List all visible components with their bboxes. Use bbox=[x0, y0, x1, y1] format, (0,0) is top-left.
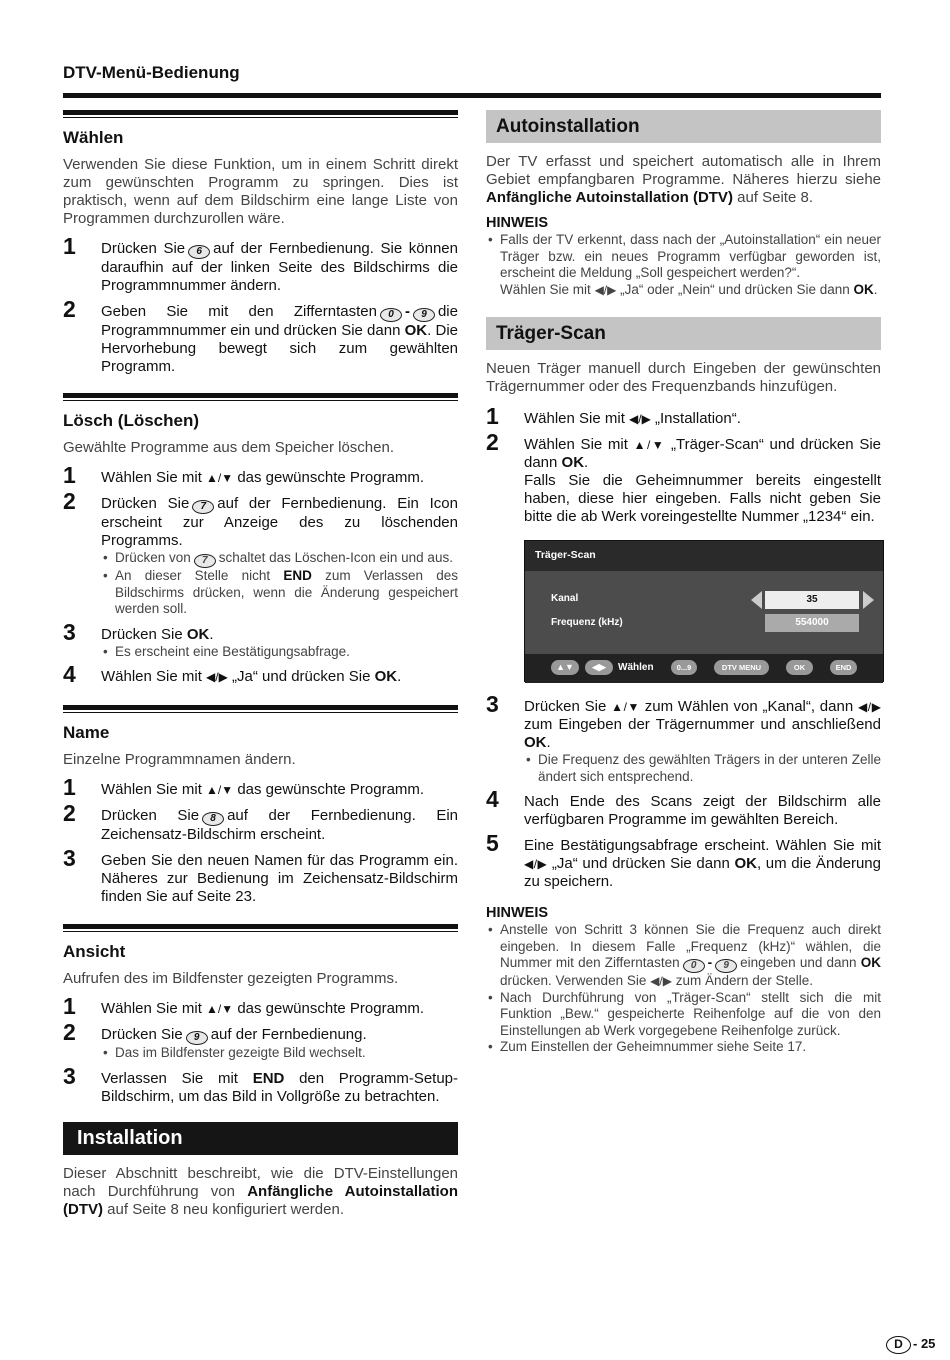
section-intro: Verwenden Sie diese Funktion, um in einem Schritt direkt zum gewünschten Programm zu springen. Dies ist praktisch, wenn auf dem Bildschirm eine lange Liste von Programmen durchzurollen wäre. bbox=[63, 156, 458, 227]
step-number: 3 bbox=[63, 845, 76, 871]
step-2 bbox=[63, 800, 458, 844]
note bbox=[486, 232, 881, 298]
osd-freq-label: Frequenz (kHz) bbox=[551, 617, 623, 628]
step-3 bbox=[63, 1062, 459, 1106]
remote-key-7-icon: 7 bbox=[194, 554, 216, 568]
step-text: Eine Bestätigungsabfrage erscheint. Wählen Sie mit bbox=[524, 837, 881, 854]
intro-text: auf Seite 8 neu konfiguriert werden. bbox=[107, 1200, 344, 1218]
step-text: Drücken Sie bbox=[101, 625, 183, 643]
step-number: 1 bbox=[63, 774, 76, 800]
step-3 bbox=[63, 618, 458, 661]
sub-note: • Es erscheint eine Bestätigungsabfrage. bbox=[101, 644, 458, 661]
step-number: 4 bbox=[63, 661, 76, 687]
up-down-arrows-icon: ▲/▼ bbox=[633, 438, 666, 452]
up-down-arrows-icon: ▲/▼ bbox=[206, 1002, 234, 1016]
step-text: Wählen Sie mit bbox=[524, 436, 628, 453]
osd-title: Träger-Scan bbox=[535, 549, 596, 561]
remote-key-9-icon: 9 bbox=[413, 308, 435, 322]
step-5 bbox=[486, 830, 881, 891]
up-down-button-icon[interactable]: ▲▼ bbox=[551, 660, 579, 675]
step-2 bbox=[63, 488, 458, 618]
step-text: Verlassen Sie mit bbox=[101, 1069, 238, 1087]
sub-note-text: schaltet das Löschen-Icon ein und aus. bbox=[218, 550, 453, 565]
end-label: END bbox=[283, 568, 312, 583]
step-2 bbox=[63, 1019, 458, 1062]
step-number: 1 bbox=[486, 403, 499, 429]
osd-left-arrow-icon[interactable] bbox=[751, 591, 762, 609]
sub-note: • Die Frequenz des gewählten Trägers in der unteren Zelle ändert sich entsprechend. bbox=[524, 752, 881, 785]
page-header-title: DTV-Menü-Bedienung bbox=[63, 63, 240, 82]
section-traeger-scan bbox=[486, 317, 881, 1056]
remote-key-9-icon: 9 bbox=[186, 1031, 208, 1045]
left-right-arrows-icon: ◀/▶ bbox=[629, 412, 651, 426]
step-text: Drücken Sie bbox=[101, 240, 186, 257]
section-rule bbox=[63, 705, 458, 710]
section-rule-thin bbox=[63, 712, 458, 713]
intro-bold-link: Anfängliche Autoinstallation (DTV) bbox=[486, 189, 733, 206]
step-text: auf der Fernbedienung. bbox=[210, 1026, 367, 1043]
step-text: „Installation“. bbox=[655, 410, 741, 427]
step-text: Wählen Sie mit bbox=[101, 668, 202, 685]
section-title: Ansicht bbox=[63, 942, 126, 961]
step-text: . bbox=[209, 625, 214, 643]
left-right-arrows-icon: ◀/▶ bbox=[594, 282, 617, 297]
section-rule bbox=[63, 110, 458, 115]
step-text: Falls Sie die Geheimnummer bereits eingestellt haben, diese hier eingeben. Falls nicht geben Sie bitte die ab Werk voreingestellte Nummer „1234“ ein. bbox=[524, 472, 881, 525]
up-down-arrows-icon: ▲/▼ bbox=[611, 700, 641, 714]
osd-end-button[interactable]: END bbox=[830, 660, 857, 675]
note: • Zum Einstellen der Geheimnummer siehe Seite 17. bbox=[486, 1039, 881, 1056]
remote-key-0-icon: 0 bbox=[380, 308, 402, 322]
section-title: Installation bbox=[63, 1122, 458, 1155]
step-2 bbox=[486, 429, 881, 526]
up-down-arrows-icon: ▲/▼ bbox=[206, 783, 234, 797]
step-text: Drücken Sie bbox=[101, 495, 190, 512]
section-intro bbox=[63, 1165, 458, 1219]
section-title: Träger-Scan bbox=[486, 317, 881, 350]
step-text: . bbox=[546, 734, 551, 751]
left-right-arrows-icon: ◀/▶ bbox=[857, 700, 881, 714]
ok-label: OK bbox=[374, 668, 398, 685]
step-1 bbox=[63, 233, 458, 295]
step-text: . bbox=[584, 454, 589, 471]
step-text: Drücken Sie bbox=[101, 1026, 183, 1043]
region-badge: D bbox=[886, 1336, 911, 1354]
step-1 bbox=[486, 403, 881, 429]
step-text: die Programmnummer ein und drücken Sie dann bbox=[101, 303, 458, 339]
step-text: Drücken Sie bbox=[101, 807, 200, 824]
step-1 bbox=[63, 993, 458, 1019]
up-down-arrows-icon: ▲/▼ bbox=[206, 471, 234, 485]
section-rule bbox=[63, 924, 458, 929]
intro-text: Der TV erfasst und speichert automatisch alle in Ihrem Gebiet empfangbaren Programme. Näheres hierzu siehe bbox=[486, 153, 881, 188]
intro-text: auf Seite 8. bbox=[737, 189, 813, 206]
step-text: „Ja“ und drücken Sie bbox=[232, 668, 371, 685]
step-text: das gewünschte Programm. bbox=[237, 469, 425, 486]
ok-label: OK bbox=[186, 625, 210, 643]
section-title: Wählen bbox=[63, 128, 124, 147]
step-2 bbox=[63, 296, 459, 376]
end-label: END bbox=[252, 1069, 285, 1087]
osd-button-bar bbox=[525, 654, 883, 683]
ok-label: OK bbox=[734, 855, 757, 872]
step-number: 2 bbox=[63, 296, 76, 322]
step-text: Wählen Sie mit bbox=[524, 410, 625, 427]
intro-text: Dieser Abschnitt beschreibt, wie die DTV-Einstellungen nach Durchführung von bbox=[63, 1164, 458, 1200]
step-text: Geben Sie den neuen Namen für das Programm ein. Näheres zur Bedienung im Zeichensatz-Bildschirm finden Sie auf Seite 23. bbox=[101, 852, 458, 905]
osd-dtv-menu-button[interactable]: DTV MENU bbox=[714, 660, 769, 675]
step-text: , um die Änderung zu speichern. bbox=[524, 855, 881, 890]
section-name bbox=[63, 705, 458, 906]
step-text: Wählen Sie mit bbox=[101, 781, 202, 798]
step-text: zum Eingeben der Trägernummer und anschließend bbox=[524, 716, 881, 733]
left-right-arrows-icon: ◀/▶ bbox=[206, 670, 228, 684]
dash: - bbox=[707, 955, 713, 970]
step-text: Drücken Sie bbox=[524, 698, 607, 715]
note-text: Falls der TV erkennt, dass nach der „Autoinstallation“ ein neuer Träger bzw. ein neues Programm verfügbar geworden ist, erscheint die Meldung „Soll gespeichert werden?“. bbox=[500, 232, 881, 280]
ok-label: OK bbox=[524, 734, 547, 751]
section-title: Autoinstallation bbox=[486, 110, 881, 143]
osd-panel bbox=[525, 571, 883, 654]
ok-label: OK bbox=[853, 281, 874, 297]
section-installation bbox=[63, 1122, 458, 1219]
step-text: auf der Fernbedienung. Sie können daraufhin auf der linken Seite des Bildschirms die Programmnummer ändern. bbox=[101, 240, 458, 294]
section-title: Name bbox=[63, 723, 110, 742]
step-number: 2 bbox=[63, 488, 76, 514]
step-number: 2 bbox=[63, 800, 76, 826]
step-text: Geben Sie mit den Zifferntasten bbox=[101, 303, 377, 320]
step-text: das gewünschte Programm. bbox=[237, 781, 425, 798]
step-text: auf der Fernbedienung. Ein Icon erscheint zur Anzeige des zu löschenden Programms. bbox=[101, 495, 458, 549]
step-text: Wählen Sie mit bbox=[101, 469, 202, 486]
osd-right-arrow-icon[interactable] bbox=[863, 591, 874, 609]
step-text: . bbox=[397, 668, 402, 685]
osd-kanal-label: Kanal bbox=[551, 593, 579, 604]
step-text: auf der Fernbedienung. Ein Zeichensatz-Bildschirm erscheint. bbox=[101, 807, 458, 843]
section-rule-thin bbox=[63, 117, 458, 118]
remote-key-0-icon: 0 bbox=[683, 959, 705, 973]
section-intro: Einzelne Programmnamen ändern. bbox=[63, 751, 296, 768]
page-number bbox=[886, 1336, 935, 1354]
ok-label: OK bbox=[860, 955, 881, 970]
section-intro: Gewählte Programme aus dem Speicher löschen. bbox=[63, 439, 394, 456]
step-1 bbox=[63, 774, 458, 800]
section-ansicht bbox=[63, 924, 458, 1106]
ok-label: OK bbox=[561, 454, 585, 471]
traeger-scan-osd-screen bbox=[524, 540, 884, 682]
section-rule-thin bbox=[63, 931, 458, 932]
header-rule bbox=[63, 93, 881, 98]
intro-bold-link: Anfängliche Autoinstallation (DTV) bbox=[63, 1182, 459, 1218]
dash: - bbox=[404, 303, 410, 320]
step-text: „Träger-Scan“ und drücken Sie dann bbox=[524, 436, 881, 471]
left-column bbox=[63, 110, 458, 1231]
left-right-arrows-icon: ◀/▶ bbox=[650, 974, 672, 988]
step-number: 3 bbox=[486, 691, 499, 717]
sub-note-text: An dieser Stelle nicht bbox=[115, 568, 271, 583]
step-number: 2 bbox=[63, 1019, 76, 1045]
step-text: den Programm-Setup-Bildschirm, um das Bild in Vollgröße zu betrachten. bbox=[101, 1069, 459, 1105]
step-4 bbox=[486, 786, 881, 829]
step-number: 1 bbox=[63, 993, 76, 1019]
note-text: Wählen Sie mit bbox=[500, 281, 591, 297]
section-rule bbox=[63, 393, 458, 398]
section-intro bbox=[486, 153, 881, 207]
section-loesch bbox=[63, 393, 458, 686]
remote-key-8-icon: 8 bbox=[202, 812, 224, 826]
step-text: das gewünschte Programm. bbox=[237, 1000, 425, 1017]
step-text: zum Wählen von „Kanal“, dann bbox=[644, 698, 854, 715]
step-1 bbox=[63, 462, 458, 488]
osd-waehlen-label: Wählen bbox=[618, 662, 654, 673]
osd-kanal-field[interactable]: 35 bbox=[765, 591, 859, 609]
right-column bbox=[486, 110, 881, 1056]
section-title: Lösch (Löschen) bbox=[63, 411, 200, 430]
remote-key-9-icon: 9 bbox=[715, 959, 737, 973]
ok-label: OK bbox=[404, 322, 428, 339]
step-number: 4 bbox=[486, 786, 499, 812]
step-text: „Ja“ und drücken Sie dann bbox=[551, 855, 730, 872]
note-text: . bbox=[873, 281, 878, 297]
remote-key-7-icon: 7 bbox=[192, 500, 214, 514]
sub-note: • Das im Bildfenster gezeigte Bild wechselt. bbox=[101, 1045, 458, 1062]
section-autoinstallation bbox=[486, 110, 881, 298]
step-number: 3 bbox=[63, 1062, 76, 1089]
note-text: „Ja“ oder „Nein“ und drücken Sie dann bbox=[620, 281, 850, 297]
step-text: Wählen Sie mit bbox=[101, 1000, 202, 1017]
step-text: Nach Ende des Scans zeigt der Bildschirm alle verfügbaren Programme im gewählten Bereich. bbox=[524, 793, 881, 828]
step-number: 1 bbox=[63, 233, 76, 259]
section-waehlen bbox=[63, 110, 458, 376]
hinweis-heading: HINWEIS bbox=[486, 215, 549, 231]
note-text: zum Ändern der Stelle. bbox=[675, 973, 814, 988]
note bbox=[486, 922, 881, 990]
osd-freq-field[interactable]: 554000 bbox=[765, 614, 859, 632]
step-number: 1 bbox=[63, 462, 76, 488]
page-number-text: - 25 bbox=[913, 1336, 936, 1351]
section-intro: Neuen Träger manuell durch Eingeben der gewünschten Trägernummer oder des Frequenzbands hinzufügen. bbox=[486, 360, 881, 395]
note: • Nach Durchführung von „Träger-Scan“ stellt sich die mit Funktion „Bew.“ gespeicherte Reihenfolge auf die von den Einstellungen ab Werk vorgegebene Reihenfolge zurück. bbox=[486, 990, 881, 1040]
step-number: 5 bbox=[486, 830, 499, 856]
remote-key-6-icon: 6 bbox=[188, 245, 210, 259]
sub-note bbox=[101, 550, 458, 568]
sub-note bbox=[101, 568, 458, 618]
hinweis-heading: HINWEIS bbox=[486, 905, 549, 921]
note-text: Anstelle von Schritt 3 können Sie die Frequenz auch direkt eingeben. In diesem Falle „Frequenz (kHz)“ wählen, die Nummer mit den Zifferntasten bbox=[500, 922, 881, 970]
sub-note-text: zum Verlassen des Bildschirms drücken, wenn die Änderung gespeichert werden soll. bbox=[115, 568, 458, 616]
step-3 bbox=[63, 845, 458, 906]
left-right-button-icon[interactable]: ◀▶ bbox=[585, 660, 613, 675]
left-right-arrows-icon: ◀/▶ bbox=[524, 857, 548, 871]
note-text: eingeben und dann bbox=[740, 955, 857, 970]
section-intro: Aufrufen des im Bildfenster gezeigten Programms. bbox=[63, 970, 399, 987]
step-4 bbox=[63, 661, 458, 687]
step-text: . Die Hervorhebung bewegt sich zum gewählten Programm. bbox=[101, 322, 459, 375]
osd-digits-button[interactable]: 0...9 bbox=[671, 660, 697, 675]
section-rule-thin bbox=[63, 400, 458, 401]
step-number: 3 bbox=[63, 618, 76, 645]
sub-note-text: Drücken von bbox=[115, 550, 191, 565]
note-text: drücken. Verwenden Sie bbox=[500, 973, 647, 988]
step-number: 2 bbox=[486, 429, 499, 455]
step-3 bbox=[486, 691, 881, 785]
osd-ok-button[interactable]: OK bbox=[786, 660, 813, 675]
